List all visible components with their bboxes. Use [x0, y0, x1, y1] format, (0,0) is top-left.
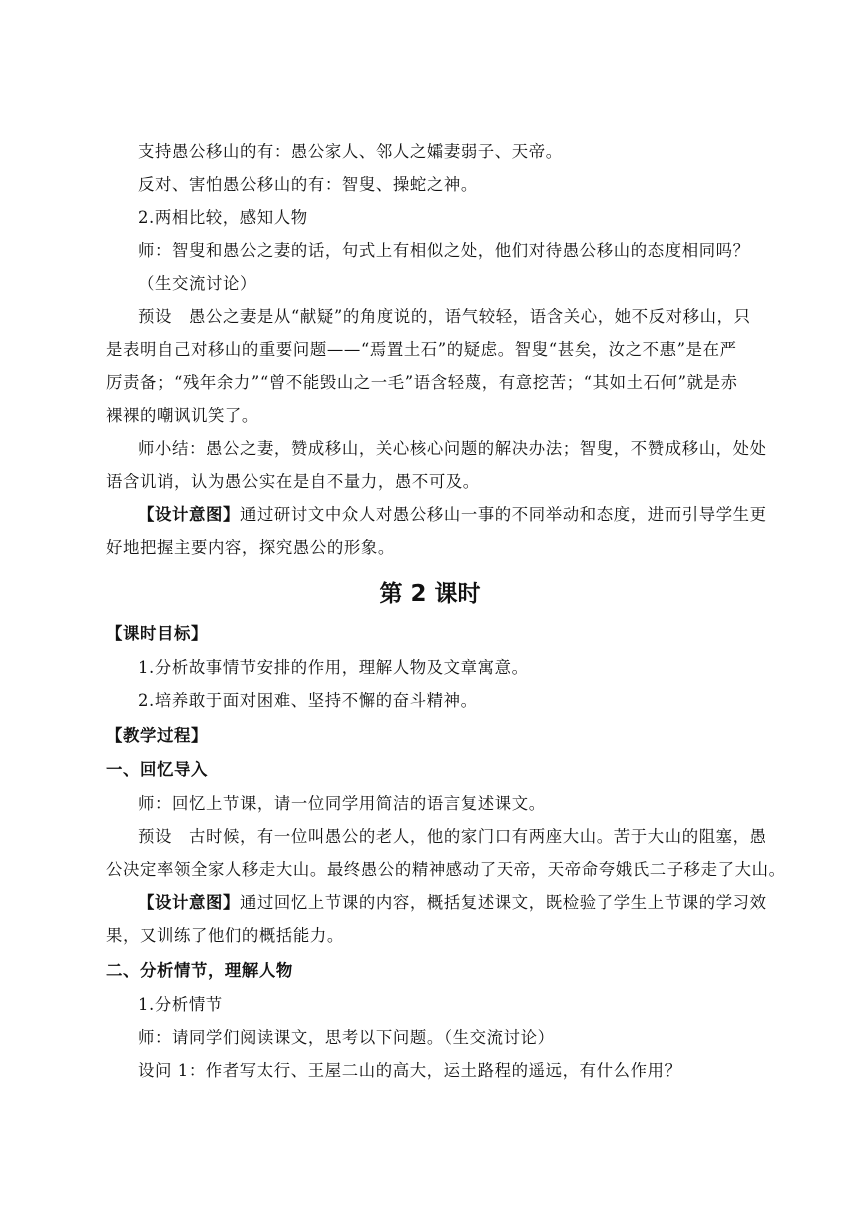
paragraph-line: 果，又训练了他们的概括能力。	[106, 926, 344, 945]
paragraph-line: 是表明自己对移山的重要问题——“焉置土石”的疑虑。智叟“甚矣，汝之不惠”是在严	[106, 340, 737, 359]
design-intent-line	[138, 503, 798, 527]
design-intent-text: 通过研讨文中众人对愚公移山一事的不同举动和态度，进而引导学生更	[239, 505, 767, 524]
design-intent-tag: 【设计意图】	[138, 893, 240, 912]
paragraph-line: 语含讥诮，认为愚公实在是自不量力，愚不可及。	[106, 472, 480, 491]
paragraph-line: 师：回忆上节课，请一位同学用简洁的语言复述课文。	[138, 794, 546, 813]
paragraph-line: 厉责备；“残年余力”“曾不能毁山之一毛”语含轻蔑，有意挖苦；“其如土石何”就是赤	[106, 373, 738, 392]
paragraph-line: 预设 古时候，有一位叫愚公的老人，他的家门口有两座大山。苦于大山的阻塞，愚	[138, 827, 767, 846]
paragraph-line: 裸裸的嘲讽讥笑了。	[106, 406, 259, 425]
paragraph-line: 反对、害怕愚公移山的有：智叟、操蛇之神。	[138, 175, 478, 194]
list-item: 1.分析故事情节安排的作用，理解人物及文章寓意。	[138, 658, 529, 677]
paragraph-line: 设问 1：作者写太行、王屋二山的高大，运土路程的遥远，有什么作用？	[138, 1061, 682, 1080]
paragraph-line: 师：智叟和愚公之妻的话，句式上有相似之处，他们对待愚公移山的态度相同吗？	[138, 241, 750, 260]
subheading: 1.分析情节	[138, 995, 223, 1014]
design-intent-tag: 【设计意图】	[138, 505, 240, 524]
paragraph-line: 公决定率领全家人移走大山。最终愚公的精神感动了天帝，天帝命夸娥氏二子移走了大山。	[106, 860, 786, 879]
section-heading: 【教学过程】	[106, 726, 208, 745]
section-heading: 【课时目标】	[106, 624, 208, 643]
paragraph-line: 师：请同学们阅读课文，思考以下问题。（生交流讨论）	[138, 1028, 555, 1047]
paragraph-line: 好地把握主要内容，探究愚公的形象。	[106, 538, 395, 557]
paragraph-line: （生交流讨论）	[138, 274, 257, 293]
list-item: 2.培养敢于面对困难、坚持不懈的奋斗精神。	[138, 691, 478, 710]
section-heading: 一、回忆导入	[106, 760, 208, 779]
lesson-title: 第 2 课时	[379, 581, 481, 607]
paragraph-line: 师小结：愚公之妻，赞成移山，关心核心问题的解决办法；智叟，不赞成移山，处处	[138, 439, 767, 458]
design-intent-text: 通过回忆上节课的内容，概括复述课文，既检验了学生上节课的学习效	[239, 893, 767, 912]
design-intent-line	[138, 891, 798, 915]
paragraph-line: 支持愚公移山的有：愚公家人、邻人之孀妻弱子、天帝。	[138, 142, 563, 161]
paragraph-line: 预设 愚公之妻是从“献疑”的角度说的，语气较轻，语含关心，她不反对移山，只	[138, 307, 751, 326]
subheading: 2.两相比较，感知人物	[138, 208, 308, 227]
section-heading: 二、分析情节，理解人物	[106, 961, 293, 980]
